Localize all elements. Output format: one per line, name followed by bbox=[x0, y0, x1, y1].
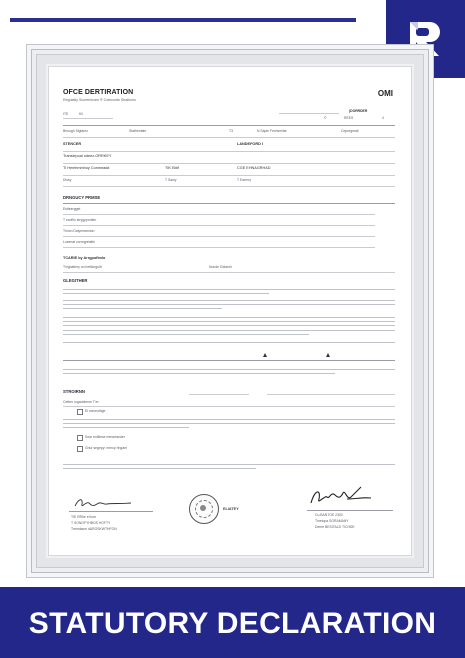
declaration-paragraph-3 bbox=[63, 317, 395, 338]
fields-d-rule bbox=[63, 186, 395, 187]
property-row-1-rule bbox=[63, 214, 375, 215]
footer-left-line-1: TIE RRhe el tom bbox=[71, 515, 97, 519]
checkbox-heading-rule bbox=[63, 406, 395, 407]
field-transiepoal: Transiepoal oderiz-ORRKEY bbox=[63, 154, 112, 158]
header-divider bbox=[63, 125, 395, 126]
parties-rule bbox=[63, 272, 395, 273]
parties-right-sub: Nonde Gidanrh bbox=[209, 265, 232, 269]
property-row-1: Estteergget bbox=[63, 207, 81, 211]
seal-label: ELIATEY bbox=[223, 507, 239, 511]
property-row-4-rule bbox=[63, 247, 375, 248]
signature-line-2 bbox=[267, 394, 395, 395]
caret-mark-1 bbox=[263, 353, 267, 357]
document-code: OMI bbox=[377, 89, 393, 98]
checkbox-1-label: El mecnoltige bbox=[85, 409, 106, 413]
declaration-paragraph-4 bbox=[63, 342, 395, 346]
section-declaration-heading: GLEGITHER bbox=[63, 278, 88, 283]
row1-rule bbox=[63, 137, 395, 138]
fields-c-rule bbox=[63, 175, 395, 176]
parties-heading: TCARIE by Arrgpoflmlo bbox=[63, 256, 106, 260]
row1-cell-2: Stathentale bbox=[129, 129, 147, 133]
field-earrnry: T Earrnry bbox=[237, 178, 252, 182]
declaration-paragraph-2 bbox=[63, 300, 395, 313]
checkbox-3[interactable] bbox=[77, 446, 83, 452]
left-signature-rule bbox=[69, 511, 153, 512]
property-row-4: Losenat vorrogretalfn bbox=[63, 240, 96, 244]
row1-cell-1: Beough Sigfantz bbox=[63, 129, 88, 133]
header-left-rule bbox=[63, 118, 113, 119]
field-landeford: LANDEFORD I bbox=[237, 142, 263, 146]
document-subtitle: Regulatly Scoremicam ® Coteconts Stratiions bbox=[63, 98, 136, 102]
checkbox-2-label: Soar eultlinse messmuster bbox=[85, 435, 125, 439]
declaration-paragraph-5 bbox=[63, 369, 395, 377]
footer-right-line-2: Tmelopa SGRAMANY bbox=[315, 519, 349, 523]
header-right-rule bbox=[279, 113, 339, 114]
checkbox-heading: Cetten rogaobienm T'er: bbox=[63, 400, 100, 404]
footer-right-line-3: Deme BESITALD TICHDE bbox=[315, 525, 355, 529]
row1-cell-5: Cepregmall bbox=[341, 129, 359, 133]
official-seal-icon bbox=[189, 494, 219, 524]
header-right-sub-1: © bbox=[324, 116, 327, 120]
banner-title: STATUTORY DECLARATION bbox=[28, 607, 437, 640]
property-row-2-rule bbox=[63, 225, 375, 226]
section-property-rule bbox=[63, 203, 395, 204]
fields-b-rule bbox=[63, 163, 395, 164]
field-stencer: STENCER bbox=[63, 142, 82, 146]
fields-a-rule bbox=[63, 151, 395, 152]
property-row-3: Trinon Daiyemanrion bbox=[63, 229, 95, 233]
declaration-paragraph-1 bbox=[63, 289, 395, 297]
field-tik-ekifl: TIK Ekifl bbox=[165, 166, 180, 170]
field-hemhmmhoy: Tl Hemhmmhoy Conmeadd bbox=[63, 166, 110, 170]
caret-mark-2 bbox=[326, 353, 330, 357]
property-row-2: T ecofllo strygpprotien bbox=[63, 218, 97, 222]
property-row-3-rule bbox=[63, 236, 375, 237]
checkbox-3-label: Gnur segepy: mrnoy ringam bbox=[85, 446, 128, 450]
section-signature-heading: STROIRNN bbox=[63, 389, 85, 394]
header-right-sub-2: REES bbox=[344, 116, 354, 120]
header-right-code: (DORRDER bbox=[349, 109, 368, 113]
footer-left-line-2: T SONOFYHBOS HOFTY bbox=[71, 521, 111, 525]
parties-left-sub: Thighatlery on hetillorgulfr bbox=[63, 265, 103, 269]
checkbox-1[interactable] bbox=[77, 409, 83, 415]
footer-right-line-1: Cu.BANTOE 2300 bbox=[315, 513, 343, 517]
field-dissy: Dissy bbox=[63, 178, 72, 182]
declaration-rule bbox=[63, 360, 395, 361]
field-cge: CGE EHNAGRHAD bbox=[237, 166, 271, 170]
left-signature-icon bbox=[73, 495, 133, 511]
right-signature-icon bbox=[307, 485, 373, 509]
title-banner bbox=[0, 587, 465, 658]
closing-paragraph bbox=[63, 464, 395, 472]
header-left-mark-1: ITE bbox=[63, 112, 69, 116]
row1-cell-3: T3 bbox=[229, 129, 233, 133]
document-title: OFCE DERTIRATION bbox=[63, 89, 134, 96]
signature-line-1 bbox=[189, 394, 249, 395]
header-left-mark-2: Kil bbox=[79, 112, 83, 116]
top-accent-rule bbox=[10, 18, 356, 22]
right-signature-rule bbox=[307, 510, 393, 511]
options-paragraph bbox=[63, 419, 395, 432]
footer-left-line-3: Tremdacm d&ROSKWTHFON bbox=[71, 527, 117, 531]
section-property-heading: DRNGUCY PRMSE bbox=[63, 195, 101, 200]
field-t-saniy: T Saniy bbox=[165, 178, 177, 182]
checkbox-2[interactable] bbox=[77, 435, 83, 441]
document-paper bbox=[48, 66, 412, 556]
header-right-sub-3: 4 bbox=[382, 116, 384, 120]
row1-cell-4: N Saple Fechsmilat bbox=[257, 129, 287, 133]
